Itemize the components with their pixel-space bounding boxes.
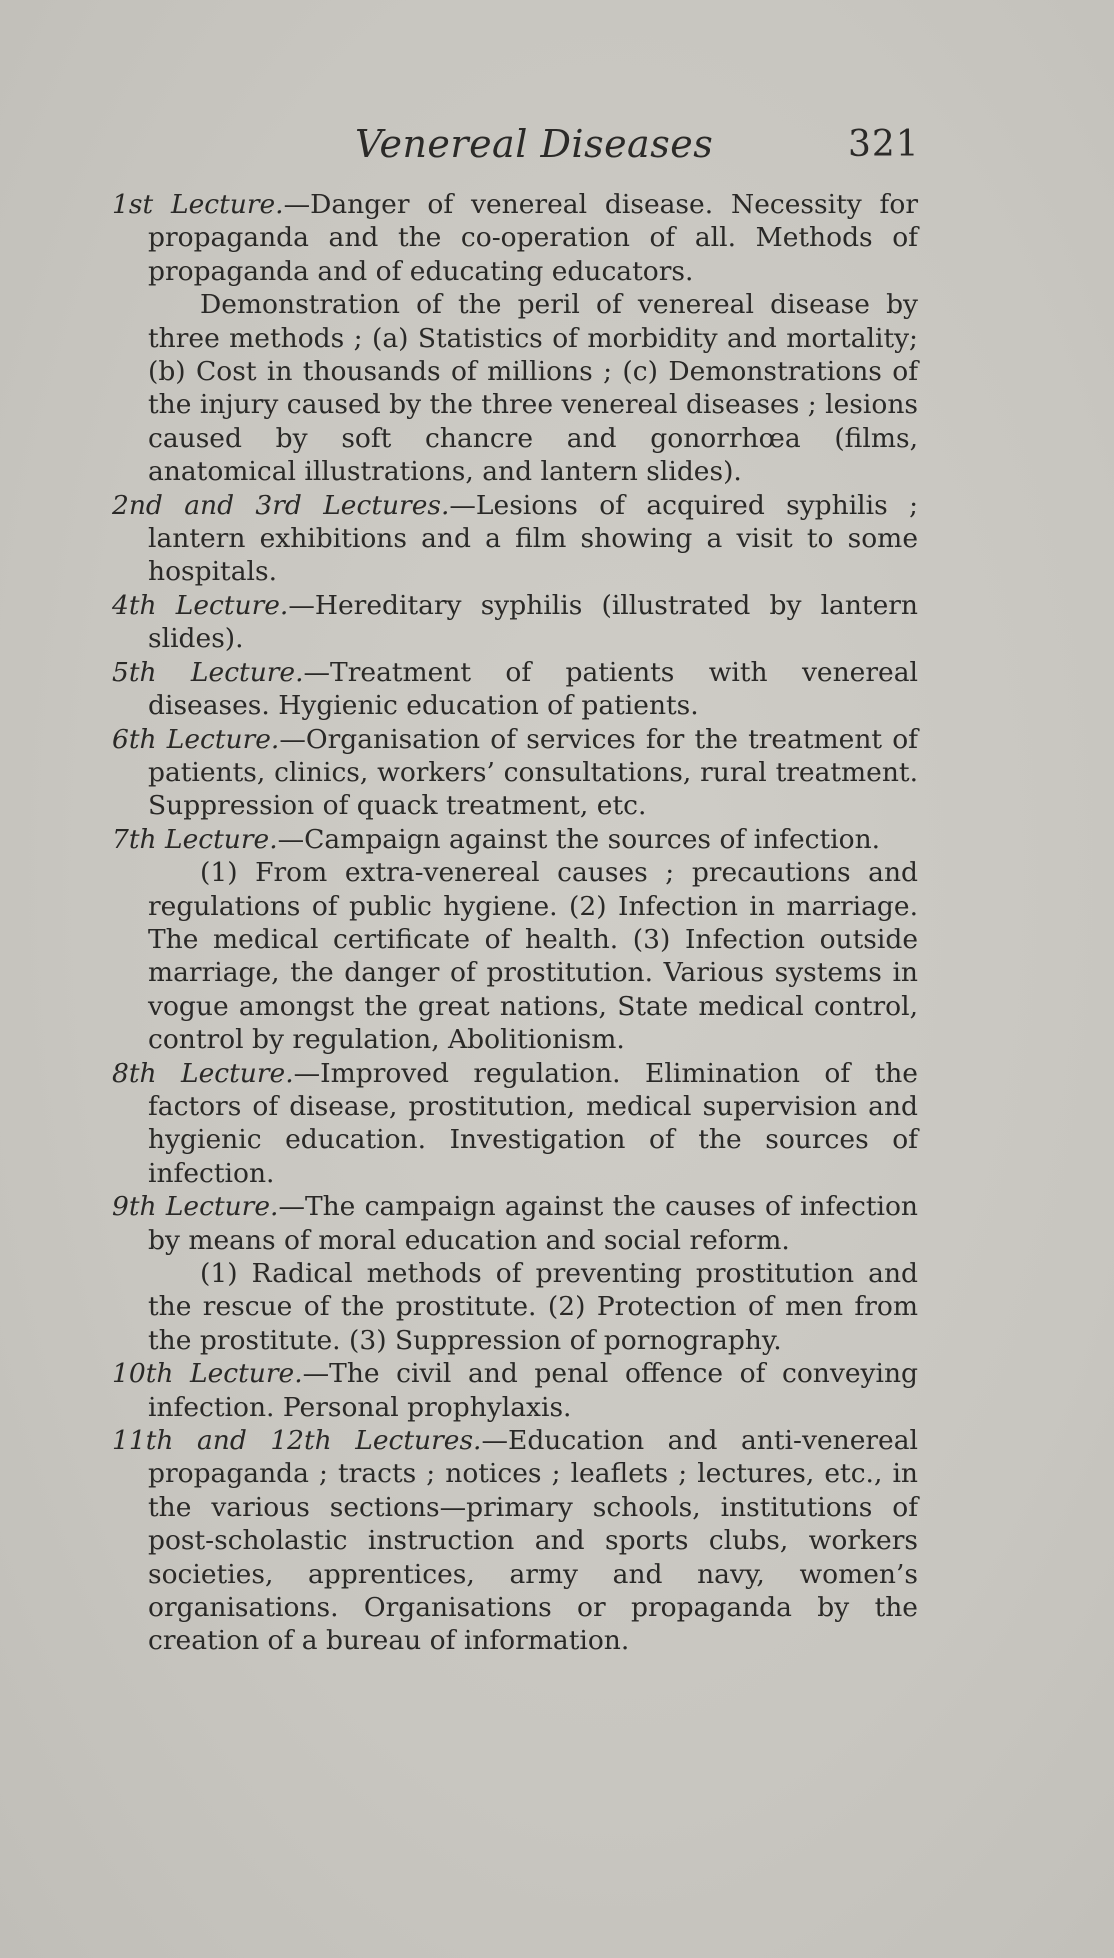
lecture-entry [112,1424,918,1658]
lecture-text: —Campaign against the sources of infection. [277,823,881,855]
lecture-text: —The campaign against the causes of infection by means of moral education and social reform. [148,1191,918,1256]
lecture-list [112,188,918,1658]
lecture-text: —Hereditary syphilis (illustrated by lantern slides). [148,589,918,655]
running-title: Venereal Diseases [355,122,714,166]
lecture-label: 5th Lecture. [112,656,304,688]
lecture-entry [112,589,918,656]
lecture-label: 11th and 12th Lectures. [112,1425,482,1457]
lecture-label: 1st Lecture. [112,189,284,220]
page-header [0,122,1114,172]
lecture-text: —Lesions of acquired syphilis ; lantern exhibitions and a film showing a visit to some hospitals. [148,489,918,588]
lecture-label: 10th Lecture. [112,1358,303,1390]
page-number: 321 [848,124,920,165]
lecture-label: 4th Lecture. [112,589,289,621]
lecture-text: —Danger of venereal disease. Necessity for propaganda and the co-operation of all. Methods of propaganda and of educating educators. [148,189,918,287]
lecture-subparagraph: (1) Radical methods of preventing prostitution and the rescue of the prostitute. (2) Protection of men from the prostitute. (3) Suppression of pornography. [148,1258,918,1356]
lecture-text: —Education and anti-venereal propaganda ; tracts ; notices ; leaflets ; lectures, etc., in the various sections—primary schools, institutions of post-scholastic instruction and sports clubs, workers societies, apprentices, army and navy, women’s organisations. Organisations or propaganda by the creation of a bureau of information. [148,1425,919,1657]
lecture-label: 7th Lecture. [112,823,278,855]
lecture-subparagraph: Demonstration of the peril of venereal disease by three methods ; (a) Statistics of morbidity and mortality; (b) Cost in thousands of millions ; (c) Demonstrations of the injury caused by the three venereal diseases ; lesions caused by soft chancre and gonorrhœa (films, anatomical illustrations, and lantern slides). [148,289,918,488]
lecture-text: —Treatment of patients with venereal diseases. Hygienic education of patients. [148,656,918,722]
lecture-entry [112,489,918,589]
lecture-label: 6th Lecture. [112,723,280,755]
lecture-entry [112,723,918,823]
lecture-entry [112,823,918,856]
lecture-entry [112,1057,918,1191]
lecture-label: 9th Lecture. [112,1191,279,1223]
lecture-entry [112,188,918,288]
lecture-entry [112,1357,918,1424]
lecture-entry [112,1190,918,1257]
lecture-entry [112,656,918,723]
lecture-text: —The civil and penal offence of conveying infection. Personal prophylaxis. [148,1358,918,1423]
lecture-label: 2nd and 3rd Lectures. [112,489,450,521]
lecture-text: —Improved regulation. Elimination of the factors of disease, prostitution, medical supervision and hygienic education. Investigation of the sources of infection. [148,1057,918,1189]
lecture-subparagraph: (1) From extra-venereal causes ; precautions and regulations of public hygiene. (2) Infection in marriage. The medical certificate of health. (3) Infection outside marriage, the danger of prostitution. Various systems in vogue amongst the great nations, State medical control, control by regulation, Abolitionism. [148,857,918,1056]
lecture-label: 8th Lecture. [112,1057,294,1089]
lecture-text: —Organisation of services for the treatment of patients, clinics, workers’ consultations, rural treatment. Suppression of quack treatment, etc. [148,723,918,822]
